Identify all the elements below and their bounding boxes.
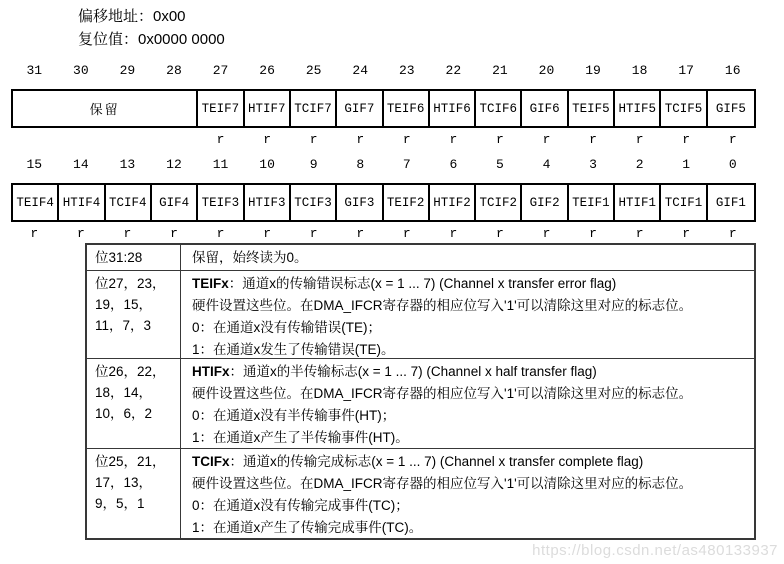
- field-tcif4: TCIF4: [106, 185, 152, 220]
- bit-number: 21: [492, 63, 508, 78]
- bit-number: 10: [259, 157, 275, 172]
- description-text: 1：在通道x发生了传输错误(TE)。: [192, 342, 395, 357]
- bit-number: 14: [73, 157, 89, 172]
- bit-number: 6: [449, 157, 458, 172]
- offset-address-line: 偏移地址：0x00: [78, 8, 186, 25]
- access-type-r: r: [356, 226, 365, 241]
- description-row: [87, 359, 754, 449]
- access-type-r: r: [356, 132, 365, 147]
- bit-number: 16: [724, 63, 741, 78]
- field-htif5: HTIF5: [615, 91, 661, 126]
- bit-description-cell: [181, 271, 754, 358]
- bit-number: 27: [212, 63, 229, 78]
- field-teif7: TEIF7: [198, 91, 244, 126]
- bit-position-line: 位25，21，: [95, 454, 166, 469]
- field-teif1: TEIF1: [569, 185, 615, 220]
- bit-position-line: 位31:28: [95, 250, 143, 265]
- description-text: 0：在通道x没有传输错误(TE)；: [192, 320, 381, 335]
- access-types-row-lower: [11, 226, 756, 241]
- flag-name: TCIFx: [192, 454, 230, 469]
- bit-number: 2: [635, 157, 644, 172]
- access-type-r: r: [309, 132, 318, 147]
- access-type-r: r: [728, 226, 737, 241]
- field-teif3: TEIF3: [198, 185, 244, 220]
- description-text: ：通道x的半传输标志(x = 1 ... 7) (Channel x half transfer flag): [229, 364, 597, 379]
- description-line: [192, 427, 748, 449]
- access-type-r: r: [402, 226, 411, 241]
- bit-number: 12: [166, 157, 182, 172]
- description-line: [192, 295, 748, 317]
- field-gif3: GIF3: [337, 185, 383, 220]
- description-line: [192, 495, 748, 517]
- bit-number: 30: [73, 63, 89, 78]
- bit-description-cell: [181, 245, 754, 270]
- watermark: https://blog.csdn.net/as480133937: [532, 542, 778, 559]
- bit-number: 15: [26, 157, 43, 172]
- bit-number: 4: [542, 157, 551, 172]
- access-type-r: r: [30, 226, 39, 241]
- bit-numbers-row-lower: [11, 157, 756, 173]
- bit-number: 9: [309, 157, 318, 172]
- bit-number: 28: [166, 63, 182, 78]
- bit-number: 1: [682, 157, 691, 172]
- field-htif1: HTIF1: [615, 185, 661, 220]
- field-tcif6: TCIF6: [476, 91, 522, 126]
- field-gif4: GIF4: [152, 185, 198, 220]
- bit-number: 18: [631, 63, 648, 78]
- field-tcif2: TCIF2: [476, 185, 522, 220]
- description-line: [192, 247, 748, 269]
- description-row: [87, 271, 754, 359]
- field-teif2: TEIF2: [384, 185, 430, 220]
- description-text: 1：在通道x产生了传输完成事件(TC)。: [192, 520, 423, 535]
- bit-number: 20: [538, 63, 555, 78]
- access-type-r: r: [682, 226, 691, 241]
- field-gif5: GIF5: [715, 101, 746, 116]
- access-type-r: r: [542, 226, 551, 241]
- bit-position-line: 18，14，: [95, 385, 153, 400]
- bit-description-cell: [181, 449, 754, 538]
- bit-position-line: 10，6，2: [95, 406, 153, 421]
- access-type-empty: [11, 132, 197, 147]
- access-type-r: r: [496, 226, 504, 241]
- field-reserved: 保留: [13, 91, 198, 126]
- description-line: [192, 451, 748, 473]
- access-type-r: r: [263, 226, 271, 241]
- description-line: [192, 317, 748, 339]
- bit-number: 22: [445, 63, 462, 78]
- field-tcif7: TCIF7: [291, 91, 337, 126]
- description-line: [192, 361, 748, 383]
- flag-name: TEIFx: [192, 276, 229, 291]
- description-line: [192, 473, 748, 495]
- field-gif7: GIF7: [337, 91, 383, 126]
- access-type-r: r: [402, 132, 411, 147]
- bit-number: 17: [678, 63, 694, 78]
- field-htif3: HTIF3: [245, 185, 291, 220]
- bit-number: 25: [305, 63, 322, 78]
- description-text: 硬件设置这些位。在DMA_IFCR寄存器的相应位写入'1'可以清除这里对应的标志位。: [192, 298, 693, 313]
- bit-position-cell: [87, 271, 181, 358]
- access-type-r: r: [496, 132, 504, 147]
- bit-number: 19: [585, 63, 601, 78]
- field-tcif5: TCIF5: [661, 91, 707, 126]
- field-teif5: TEIF5: [569, 91, 615, 126]
- bit-number: 0: [728, 157, 737, 172]
- bit-description-table: [85, 243, 756, 540]
- bit-number: 3: [589, 157, 597, 172]
- access-type-r: r: [449, 226, 458, 241]
- access-type-r: r: [123, 226, 132, 241]
- access-type-r: r: [76, 226, 85, 241]
- bit-position-line: 11，7，3: [95, 318, 152, 333]
- description-row: [87, 245, 754, 271]
- description-text: 保留，始终读为0。: [192, 250, 308, 265]
- bit-number: 23: [398, 63, 415, 78]
- access-type-r: r: [635, 226, 644, 241]
- field-gif6: GIF6: [522, 91, 568, 126]
- description-text: 1：在通道x产生了半传输事件(HT)。: [192, 430, 409, 445]
- description-line: [192, 405, 748, 427]
- bit-number: 24: [352, 63, 369, 78]
- bit-number: 11: [212, 157, 229, 172]
- access-types-row-upper: [11, 132, 756, 147]
- field-tcif3: TCIF3: [291, 185, 337, 220]
- description-line: [192, 383, 748, 405]
- bit-description-cell: [181, 359, 754, 448]
- description-text: ：通道x的传输完成标志(x = 1 ... 7) (Channel x transfer complete flag): [229, 454, 644, 469]
- bit-number: 13: [119, 157, 136, 172]
- bit-position-cell: [87, 359, 181, 448]
- description-row: [87, 449, 754, 538]
- description-line: [192, 339, 748, 361]
- bit-number: 31: [26, 63, 43, 78]
- bit-position-cell: [87, 449, 181, 538]
- bit-number: 7: [402, 157, 411, 172]
- access-type-r: r: [682, 132, 691, 147]
- field-htif6: HTIF6: [430, 91, 476, 126]
- bit-position-cell: [87, 245, 181, 270]
- bit-position-line: 9，5，1: [95, 496, 145, 511]
- flag-name: HTIFx: [192, 364, 230, 379]
- bit-position-line: 位26，22，: [95, 364, 166, 379]
- field-htif2: HTIF2: [430, 185, 476, 220]
- access-type-r: r: [216, 132, 225, 147]
- access-type-r: r: [170, 226, 178, 241]
- description-line: [192, 273, 748, 295]
- access-type-r: r: [449, 132, 458, 147]
- bit-numbers-row-upper: [11, 63, 756, 79]
- reset-value-line: 复位值：0x0000 0000: [78, 31, 225, 48]
- field-teif6: TEIF6: [384, 91, 430, 126]
- field-gif1: GIF1: [715, 195, 746, 210]
- field-tcif1: TCIF1: [661, 185, 707, 220]
- description-line: [192, 517, 748, 539]
- field-teif4: TEIF4: [13, 185, 59, 220]
- access-type-r: r: [263, 132, 271, 147]
- bit-position-line: 19，15，: [95, 297, 153, 312]
- field-htif7: HTIF7: [245, 91, 291, 126]
- field-gif2: GIF2: [522, 185, 568, 220]
- description-text: 0：在通道x没有传输完成事件(TC)；: [192, 498, 409, 513]
- register-header: [78, 5, 225, 51]
- access-type-r: r: [216, 226, 225, 241]
- access-type-r: r: [542, 132, 551, 147]
- register-fields-row-upper: [11, 89, 756, 128]
- bit-number: 8: [356, 157, 365, 172]
- description-text: 硬件设置这些位。在DMA_IFCR寄存器的相应位写入'1'可以清除这里对应的标志位。: [192, 476, 693, 491]
- register-fields-row-lower: [11, 183, 756, 222]
- field-htif4: HTIF4: [59, 185, 105, 220]
- access-type-r: r: [589, 226, 597, 241]
- bit-number: 29: [119, 63, 136, 78]
- description-text: 硬件设置这些位。在DMA_IFCR寄存器的相应位写入'1'可以清除这里对应的标志位。: [192, 386, 693, 401]
- access-type-r: r: [728, 132, 737, 147]
- description-text: ：通道x的传输错误标志(x = 1 ... 7) (Channel x transfer error flag): [228, 276, 617, 291]
- access-type-r: r: [309, 226, 318, 241]
- bit-number: 26: [259, 63, 275, 78]
- bit-number: 5: [496, 157, 504, 172]
- access-type-r: r: [589, 132, 597, 147]
- access-type-r: r: [635, 132, 644, 147]
- description-text: 0：在通道x没有半传输事件(HT)；: [192, 408, 396, 423]
- bit-position-line: 17，13，: [95, 475, 153, 490]
- bit-position-line: 位27，23，: [95, 276, 166, 291]
